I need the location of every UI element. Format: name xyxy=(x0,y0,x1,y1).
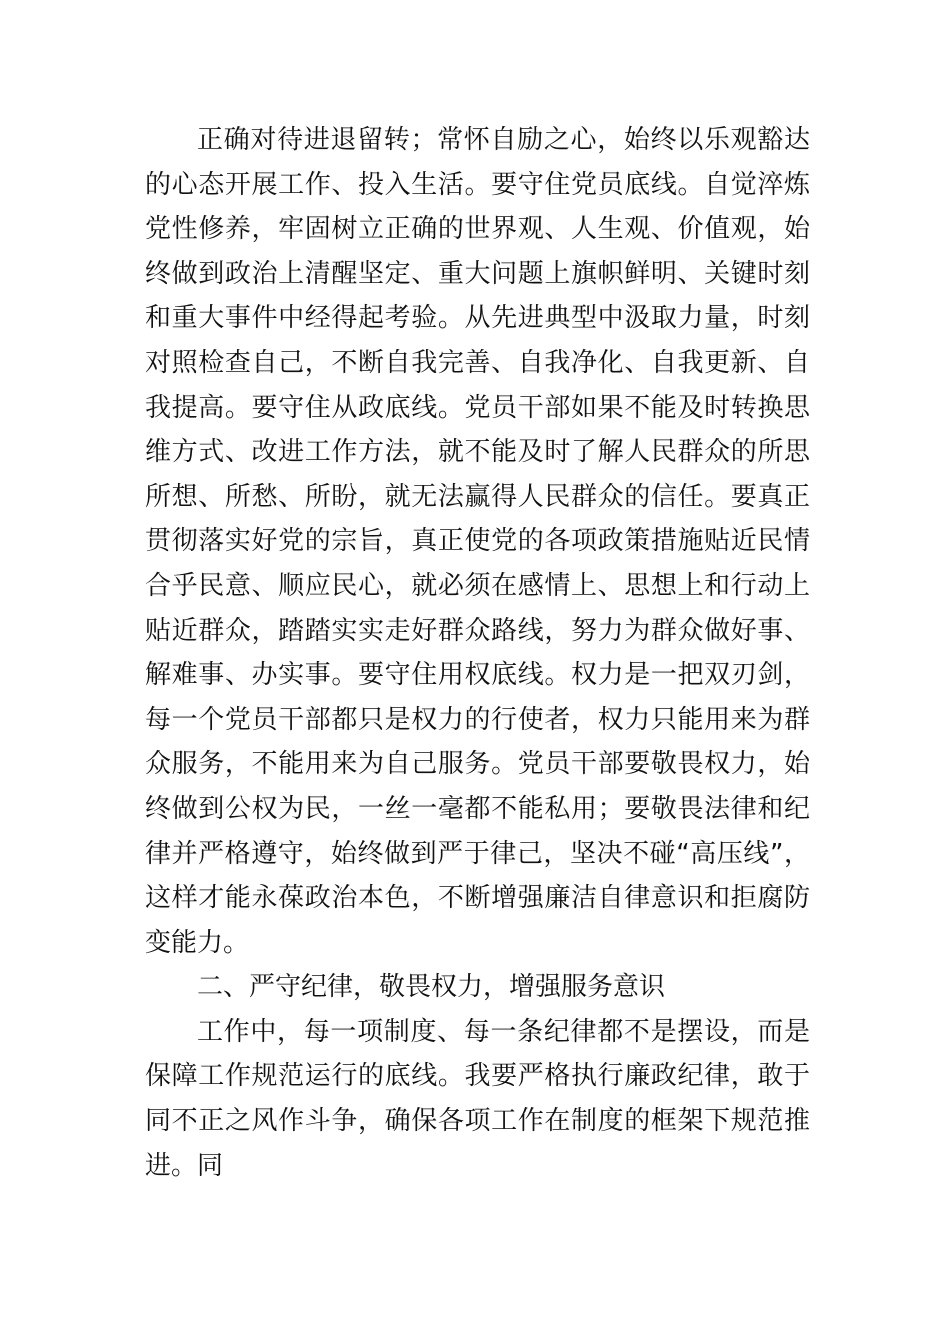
paragraph-line: 同不正之风作斗争，确保各项工作在制度的框架下规范推 xyxy=(145,1106,810,1137)
paragraph-line: 终做到政治上清醒坚定、重大问题上旗帜鲜明、关键时刻 xyxy=(145,258,810,289)
paragraph-line: 进。同 xyxy=(145,1150,224,1181)
paragraph-line: 我提高。要守住从政底线。党员干部如果不能及时转换思 xyxy=(145,392,810,423)
paragraph-line: 工作中，每一项制度、每一条纪律都不是摆设，而是 xyxy=(197,1016,810,1047)
paragraph-line: 正确对待进退留转；常怀自励之心，始终以乐观豁达 xyxy=(197,125,810,155)
paragraph-line: 和重大事件中经得起考验。从先进典型中汲取力量，时刻 xyxy=(145,303,810,334)
paragraph-line: 解难事、办实事。要守住用权底线。权力是一把双刃剑， xyxy=(145,660,810,691)
document-body xyxy=(145,118,810,1188)
paragraph-line: 变能力。 xyxy=(145,927,250,958)
paragraph-line: 贴近群众，踏踏实实走好群众路线，努力为群众做好事、 xyxy=(145,615,810,646)
paragraph-line: 保障工作规范运行的底线。我要严格执行廉政纪律，敢于 xyxy=(145,1061,810,1092)
paragraph-line: 律并严格遵守，始终做到严于律己，坚决不碰“高压线”， xyxy=(145,838,810,869)
paragraph-line: 贯彻落实好党的宗旨，真正使党的各项政策措施贴近民情 xyxy=(145,526,810,557)
paragraph-line: 党性修养，牢固树立正确的世界观、人生观、价值观，始 xyxy=(145,214,810,245)
section-heading: 二、严守纪律，敬畏权力，增强服务意识 xyxy=(197,972,666,1003)
paragraph-line: 的心态开展工作、投入生活。要守住党员底线。自觉淬炼 xyxy=(145,169,810,200)
paragraph-line: 终做到公权为民，一丝一毫都不能私用；要敬畏法律和纪 xyxy=(145,793,810,824)
paragraph-line: 合乎民意、顺应民心，就必须在感情上、思想上和行动上 xyxy=(145,570,810,601)
paragraph-line: 维方式、改进工作方法，就不能及时了解人民群众的所思 xyxy=(145,437,810,468)
paragraph-line: 这样才能永葆政治本色，不断增强廉洁自律意识和拒腐防 xyxy=(145,883,810,914)
paragraph-line: 所想、所愁、所盼，就无法赢得人民群众的信任。要真正 xyxy=(145,481,810,512)
paragraph-line: 每一个党员干部都只是权力的行使者，权力只能用来为群 xyxy=(145,704,810,735)
paragraph-line: 对照检查自己，不断自我完善、自我净化、自我更新、自 xyxy=(145,347,810,378)
paragraph-line: 众服务，不能用来为自己服务。党员干部要敬畏权力，始 xyxy=(145,749,810,780)
